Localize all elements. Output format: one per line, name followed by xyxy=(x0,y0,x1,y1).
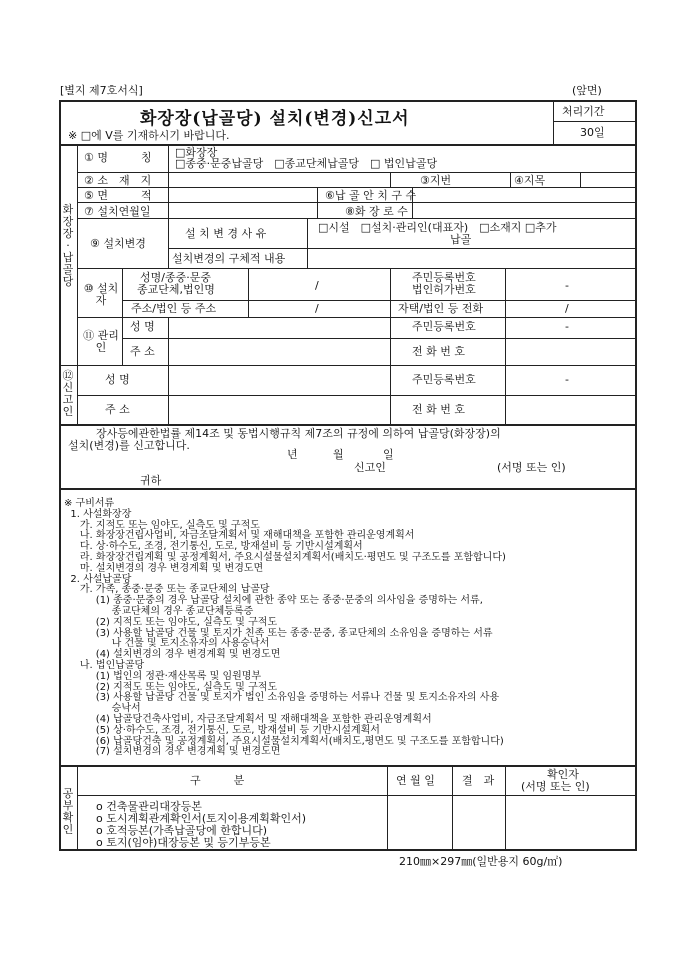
check-item: o 토지(임야)대장등본 및 등기부등본 xyxy=(96,836,271,849)
name-label: ① 명 칭 xyxy=(84,151,152,164)
reporter-address-label: 주 소 xyxy=(105,403,130,416)
check-item: o 호적등본(가족납골당에 한합니다) xyxy=(96,824,268,837)
doc-line: ※ 구비서류 xyxy=(64,498,115,509)
doc-line: (3) 사용할 납골당 건물 및 토지가 법인 소유임을 증명하는 서류나 건물 및 토지소유자의 사용 xyxy=(64,692,500,704)
doc-line: 나 건물 및 토지소유자의 사용승낙서 xyxy=(64,638,270,650)
frame-bottom xyxy=(59,849,637,851)
doc-line: (2) 지적도 또는 임야도, 실측도 및 구적도 xyxy=(64,681,278,693)
installer-name-label-2: 종교단체,법인명 xyxy=(137,283,215,296)
installer-label: ⑩ 설치자 xyxy=(83,282,119,307)
installer-name-slash: / xyxy=(315,279,319,292)
reporter-rrn-label: 주민등록번호 xyxy=(412,373,476,386)
declaration-reporter: 신고인 xyxy=(354,461,386,474)
doc-line: (6) 납골당건축 및 공정계획서, 주요시설물설치계획서(배치도,평면도 및 구조도를 포함합니다) xyxy=(64,735,504,747)
processing-label: 처리기간 xyxy=(562,105,605,118)
frame-right xyxy=(635,100,637,851)
doc-line: (5) 상·하수도, 조경, 전기통신, 도로, 방재설비 등 기반시설계획서 xyxy=(64,724,380,736)
installer-rrn-label-1: 주민등록번호 xyxy=(412,271,476,284)
doc-line: 다. 상·하수도, 조경, 전기통신, 도로, 방재설비 등 기반시설계획서 xyxy=(64,541,363,553)
location-label: ② 소 재 지 xyxy=(84,174,152,187)
doc-line: (4) 납골당건축사업비, 자금조달계획서 및 재해대책을 포함한 관리운영계획서 xyxy=(64,713,432,725)
manager-rrn-label: 주민등록번호 xyxy=(412,320,476,333)
doc-line: 라. 화장장건립계획 및 공정계획서, 주요시설물설치계획서(배치도·평면도 및 구조도를 포함합니다) xyxy=(64,551,506,563)
doc-line: 종교단체의 경우 종교단체등록증 xyxy=(64,605,254,617)
frame-top xyxy=(59,100,637,102)
name-option-crematorium[interactable]: □화장장 xyxy=(175,146,218,159)
doc-line: (4) 설치변경의 경우 변경계획 및 변경도면 xyxy=(64,649,281,661)
furnace-count-label: ⑧화 장 로 수 xyxy=(345,205,408,218)
land-category-label: ④지목 xyxy=(514,174,546,187)
doc-line: 1. 사설화장장 xyxy=(64,508,132,520)
col-confirm-header-1: 확인자 xyxy=(547,768,579,781)
installer-name-label-1: 성명/종중·문중 xyxy=(140,271,211,284)
required-documents xyxy=(64,499,506,758)
lot-number-label: ③지번 xyxy=(420,174,452,187)
change-label: ⑨ 설치변경 xyxy=(90,237,146,250)
install-date-label: ⑦ 설치연월일 xyxy=(84,205,151,218)
facility-section-label: 화장장·납골당 xyxy=(62,203,74,288)
declaration-sign: (서명 또는 인) xyxy=(497,461,566,474)
doc-line: (2) 지적도 또는 임야도, 실측도 및 구적도 xyxy=(64,616,278,628)
col-result-header: 결 과 xyxy=(462,774,495,787)
manager-name-label: 성 명 xyxy=(130,320,155,333)
paper-spec-footer: 210㎜×297㎜(일반용지 60g/㎡) xyxy=(399,855,563,868)
capacity-label: ⑥납 골 안 치 구 수 xyxy=(325,189,417,202)
installer-phone-label: 자택/법인 등 전화 xyxy=(398,302,484,315)
installer-rrn-dash: - xyxy=(565,279,569,292)
declaration-year: 년 xyxy=(287,448,298,461)
area-label: ⑤ 면 적 xyxy=(84,189,152,202)
change-reason-options[interactable]: □시설 □설치·관리인(대표자) □소재지 □추가 xyxy=(318,221,557,234)
page-title: 화장장(납골당) 설치(변경)신고서 xyxy=(140,109,410,129)
doc-line: 2. 사설납골당 xyxy=(64,573,132,585)
doc-line: 가. 지적도 또는 임야도, 실측도 및 구적도 xyxy=(64,519,260,531)
declaration-addressee: 귀하 xyxy=(140,474,162,487)
doc-line: 마. 설치변경의 경우 변경계획 및 변경도면 xyxy=(64,562,264,574)
col-date-header: 연 월 일 xyxy=(396,774,435,787)
change-reason-label: 설 치 변 경 사 유 xyxy=(185,227,267,240)
installer-address-label: 주소/법인 등 주소 xyxy=(131,302,217,315)
manager-phone-label: 전 화 번 호 xyxy=(412,345,465,358)
doc-line: 승낙서 xyxy=(64,703,141,715)
installer-address-slash: / xyxy=(315,302,319,315)
manager-label: ⑪ 관리인 xyxy=(83,329,119,354)
processing-days: 30일 xyxy=(580,126,605,139)
doc-line: 가. 가족, 종중·문중 또는 종교단체의 납골당 xyxy=(64,584,270,596)
installer-rrn-label-2: 법인허가번호 xyxy=(412,283,476,296)
declaration-line-1: 장사등에관한법률 제14조 및 동법시행규칙 제7조의 규정에 의하여 납골당(화장장)의 xyxy=(96,427,501,440)
col-category-header: 구 분 xyxy=(190,774,245,787)
official-check-label: 공부확인 xyxy=(62,787,74,836)
reporter-label: ⑫ 신고인 xyxy=(62,369,74,418)
reporter-rrn-dash: - xyxy=(565,373,569,386)
check-item: o 건축물관리대장등본 xyxy=(96,800,202,813)
doc-line: (1) 종중·문중의 경우 납골당 설치에 관한 종약 또는 종중·문중의 의사임을 증명하는 서류, xyxy=(64,595,483,607)
reporter-name-label: 성 명 xyxy=(105,373,130,386)
manager-rrn-dash: - xyxy=(565,320,569,333)
name-option-ossuaries[interactable]: □종중·문중납골당 □종교단체납골당 □ 법인납골당 xyxy=(175,157,438,170)
page-side-label: (앞면) xyxy=(572,84,602,97)
col-confirm-header-2: (서명 또는 인) xyxy=(521,780,590,793)
manager-address-label: 주 소 xyxy=(130,345,155,358)
doc-line: (1) 법인의 정관·재산목록 및 임원명부 xyxy=(64,670,262,682)
instruction-text: ※ □에 V를 기재하시기 바랍니다. xyxy=(68,129,230,142)
doc-line: (7) 설치변경의 경우 변경계획 및 변경도면 xyxy=(64,746,281,758)
doc-line: (3) 사용할 납골당 건물 및 토지가 친족 또는 종중·문중, 종교단체의 소유임을 증명하는 서류 xyxy=(64,627,493,639)
change-content-label: 설치변경의 구체적 내용 xyxy=(172,252,286,265)
declaration-month: 월 xyxy=(333,448,344,461)
form-label: [별지 제7호서식] xyxy=(60,84,143,97)
declaration-line-2: 설치(변경)를 신고합니다. xyxy=(68,439,190,452)
reporter-phone-label: 전 화 번 호 xyxy=(412,403,465,416)
check-item: o 도시계획관계확인서(토지이용계획확인서) xyxy=(96,812,307,825)
doc-line: 나. 화장장건립사업비, 자금조달계획서 및 재해대책을 포함한 관리운영계획서 xyxy=(64,530,415,542)
installer-phone-slash: / xyxy=(565,302,569,315)
doc-line: 나. 법인납골당 xyxy=(64,659,145,671)
change-reason-options-2: 납골 xyxy=(450,233,472,246)
declaration-day: 일 xyxy=(383,448,394,461)
